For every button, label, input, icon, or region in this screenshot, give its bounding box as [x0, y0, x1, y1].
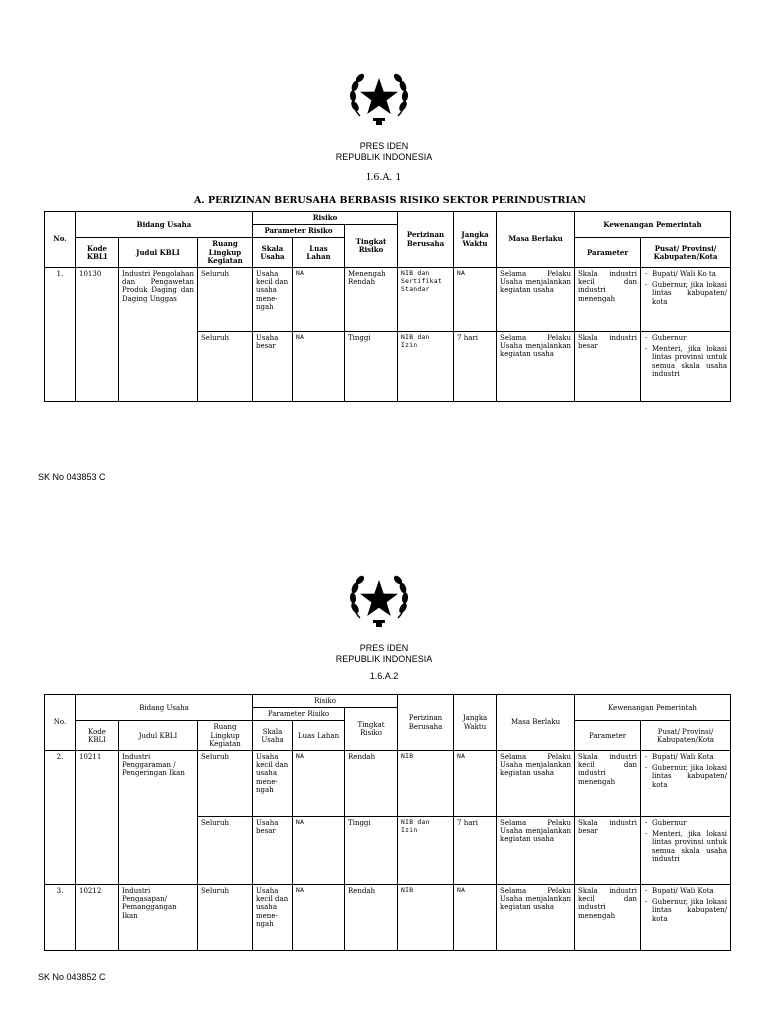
- cell-perizinan: NIB dan Sertifikat Standar: [398, 268, 454, 332]
- cell-pusat: [641, 885, 731, 951]
- header-skala-usaha: Skala Usaha: [253, 721, 293, 751]
- header-kewenangan: Kewenangan Pemerintah: [575, 695, 731, 721]
- cell-kode-kbli: 10211: [76, 751, 119, 885]
- cell-skala-usaha: Usaha kecil dan usaha mene-ngah: [253, 885, 293, 951]
- header-kode-kbli: Kode KBLI: [76, 238, 119, 268]
- authority-item: - Bupati/ Wali Kota: [644, 753, 727, 761]
- cell-jangka-waktu: 7 hari: [454, 332, 497, 402]
- cell-jangka-waktu: NA: [454, 268, 497, 332]
- table-header-row: [45, 212, 731, 225]
- cell-perizinan: NIB: [398, 751, 454, 817]
- cell-judul-kbli: Industri Pengasapan/ Pemanggangan Ikan: [119, 885, 198, 951]
- header-luas-lahan: Luas Lahan: [293, 721, 345, 751]
- cell-masa-berlaku: Selama Pelaku Usaha menjalankan kegiatan usaha: [497, 268, 575, 332]
- cell-masa-berlaku: Selama Pelaku Usaha menjalankan kegiatan usaha: [497, 332, 575, 402]
- cell-no: 3.: [45, 885, 76, 951]
- cell-pusat: [641, 332, 731, 402]
- garuda-emblem-icon: [346, 566, 412, 632]
- authority-item: - Menteri, jika lokasi lintas provinsi untuk semua skala usaha industri: [644, 830, 727, 863]
- cell-perizinan: NIB: [398, 885, 454, 951]
- cell-judul-kbli: Industri Pengolahan dan Pengawetan Produk Daging dan Daging Unggas: [119, 268, 198, 402]
- header-no: No.: [45, 212, 76, 268]
- header-skala-usaha: Skala Usaha: [253, 238, 293, 268]
- cell-parameter: Skala industri besar: [575, 332, 641, 402]
- header-parameter-risiko: Parameter Risiko: [253, 225, 345, 238]
- header-judul-kbli: Judul KBLI: [119, 238, 198, 268]
- cell-no: 2.: [45, 751, 76, 885]
- cell-kode-kbli: 10130: [76, 268, 119, 402]
- cell-luas-lahan: NA: [293, 268, 345, 332]
- cell-luas-lahan: NA: [293, 817, 345, 885]
- header-perizinan-berusaha: Perizinan Berusaha: [398, 212, 454, 268]
- header-no: No.: [45, 695, 76, 751]
- header-risiko: Risiko: [253, 212, 398, 225]
- authority-list: [644, 270, 727, 306]
- cell-skala-usaha: Usaha kecil dan usaha mene-ngah: [253, 268, 293, 332]
- cell-parameter: Skala industri kecil dan industri menengah: [575, 268, 641, 332]
- cell-tingkat-risiko: Tinggi: [345, 817, 398, 885]
- header-tingkat-risiko: Tingkat Risiko: [345, 225, 398, 268]
- cell-jangka-waktu: NA: [454, 885, 497, 951]
- authority-item: - Gubernur, jika lokasi lintas kabupaten/ kota: [644, 764, 727, 789]
- document-serial: SK No 043852 C: [38, 972, 106, 982]
- cell-masa-berlaku: Selama Pelaku Usaha menjalankan kegiatan usaha: [497, 885, 575, 951]
- cell-pusat: [641, 817, 731, 885]
- authority-item: - Gubernur: [644, 334, 727, 342]
- header-line-2: REPUBLIK INDONESIA: [335, 152, 433, 162]
- cell-jangka-waktu: NA: [454, 751, 497, 817]
- cell-skala-usaha: Usaha kecil dan usaha mene-ngah: [253, 751, 293, 817]
- header-ruang-lingkup: Ruang Lingkup Kegiatan: [198, 238, 253, 268]
- document-page-1: [0, 0, 768, 500]
- cell-perizinan: NIB dan Izin: [398, 332, 454, 402]
- cell-no: 1.: [45, 268, 76, 402]
- authority-list: [644, 819, 727, 863]
- cell-ruang-lingkup: Seluruh: [198, 885, 253, 951]
- cell-ruang-lingkup: Seluruh: [198, 332, 253, 402]
- header-risiko: Risiko: [253, 695, 398, 708]
- cell-parameter: Skala industri kecil dan industri menengah: [575, 885, 641, 951]
- section-title: A. PERIZINAN BERUSAHA BERBASIS RISIKO SEKTOR PERINDUSTRIAN: [194, 195, 586, 206]
- cell-masa-berlaku: Selama Pelaku Usaha menjalankan kegiatan usaha: [497, 817, 575, 885]
- header-jangka-waktu: Jangka Waktu: [454, 695, 497, 751]
- cell-kode-kbli: 10212: [76, 885, 119, 951]
- document-page-2: [0, 500, 768, 1024]
- licensing-table: [44, 694, 731, 951]
- page-code: 1.6.A.2: [369, 671, 399, 681]
- header-ruang-lingkup: Ruang Lingkup Kegiatan: [198, 721, 253, 751]
- header-masa-berlaku: Masa Berlaku: [497, 212, 575, 268]
- cell-tingkat-risiko: Rendah: [345, 885, 398, 951]
- header-judul-kbli: Judul KBLI: [119, 721, 198, 751]
- authority-item: - Menteri, jika lokasi lintas provinsi untuk semua skala usaha industri: [644, 345, 727, 378]
- authority-item: - Gubernur, jika lokasi lintas kabupaten/ kota: [644, 898, 727, 923]
- table-row: [45, 885, 731, 951]
- header-jangka-waktu: Jangka Waktu: [454, 212, 497, 268]
- page-code: I.6.A. 1: [366, 172, 402, 183]
- authority-list: [644, 334, 727, 378]
- header-bidang-usaha: Bidang Usaha: [76, 695, 253, 721]
- page-header: [0, 643, 768, 665]
- header-parameter: Parameter: [575, 238, 641, 268]
- table-row: [45, 751, 731, 817]
- header-pusat: Pusat/ Provinsi/ Kabupaten/Kota: [641, 238, 731, 268]
- authority-item: - Gubernur: [644, 819, 727, 827]
- header-tingkat-risiko: Tingkat Risiko: [345, 708, 398, 751]
- cell-luas-lahan: NA: [293, 332, 345, 402]
- header-perizinan-berusaha: Perizinan Berusaha: [398, 695, 454, 751]
- cell-tingkat-risiko: Tinggi: [345, 332, 398, 402]
- header-kode-kbli: Kode KBLI: [76, 721, 119, 751]
- authority-list: [644, 753, 727, 789]
- header-pusat: Pusat/ Provinsi/ Kabupaten/Kota: [641, 721, 731, 751]
- cell-luas-lahan: NA: [293, 885, 345, 951]
- authority-item: - Gubernur, jika lokasi lintas kabupaten/ kota: [644, 281, 727, 306]
- cell-judul-kbli: Industri Penggaraman / Pengeringan Ikan: [119, 751, 198, 885]
- cell-tingkat-risiko: Rendah: [345, 751, 398, 817]
- cell-ruang-lingkup: Seluruh: [198, 817, 253, 885]
- header-line-1: PRES IDEN: [359, 141, 409, 151]
- table-row: [45, 268, 731, 332]
- table-header-row: [45, 695, 731, 708]
- header-parameter: Parameter: [575, 721, 641, 751]
- header-bidang-usaha: Bidang Usaha: [76, 212, 253, 238]
- header-luas-lahan: Luas Lahan: [293, 238, 345, 268]
- cell-parameter: Skala industri kecil dan industri menengah: [575, 751, 641, 817]
- cell-skala-usaha: Usaha besar: [253, 332, 293, 402]
- authority-item: - Bupati/ Wali Kota: [644, 887, 727, 895]
- cell-pusat: [641, 751, 731, 817]
- cell-parameter: Skala industri besar: [575, 817, 641, 885]
- cell-tingkat-risiko: Menengah Rendah: [345, 268, 398, 332]
- cell-ruang-lingkup: Seluruh: [198, 751, 253, 817]
- document-serial: SK No 043853 C: [38, 472, 106, 482]
- authority-list: [644, 887, 727, 923]
- authority-item: - Bupati/ Wali Ko ta: [644, 270, 727, 278]
- cell-skala-usaha: Usaha besar: [253, 817, 293, 885]
- cell-ruang-lingkup: Seluruh: [198, 268, 253, 332]
- header-line-2: REPUBLIK INDONESIA: [335, 654, 433, 664]
- cell-perizinan: NIB dan Izin: [398, 817, 454, 885]
- cell-luas-lahan: NA: [293, 751, 345, 817]
- cell-pusat: [641, 268, 731, 332]
- garuda-emblem-icon: [346, 64, 412, 130]
- page-header: [0, 141, 768, 163]
- cell-masa-berlaku: Selama Pelaku Usaha menjalankan kegiatan usaha: [497, 751, 575, 817]
- header-parameter-risiko: Parameter Risiko: [253, 708, 345, 721]
- cell-jangka-waktu: 7 hari: [454, 817, 497, 885]
- header-line-1: PRES IDEN: [359, 643, 409, 653]
- header-kewenangan: Kewenangan Pemerintah: [575, 212, 731, 238]
- header-masa-berlaku: Masa Berlaku: [497, 695, 575, 751]
- licensing-table: [44, 211, 731, 402]
